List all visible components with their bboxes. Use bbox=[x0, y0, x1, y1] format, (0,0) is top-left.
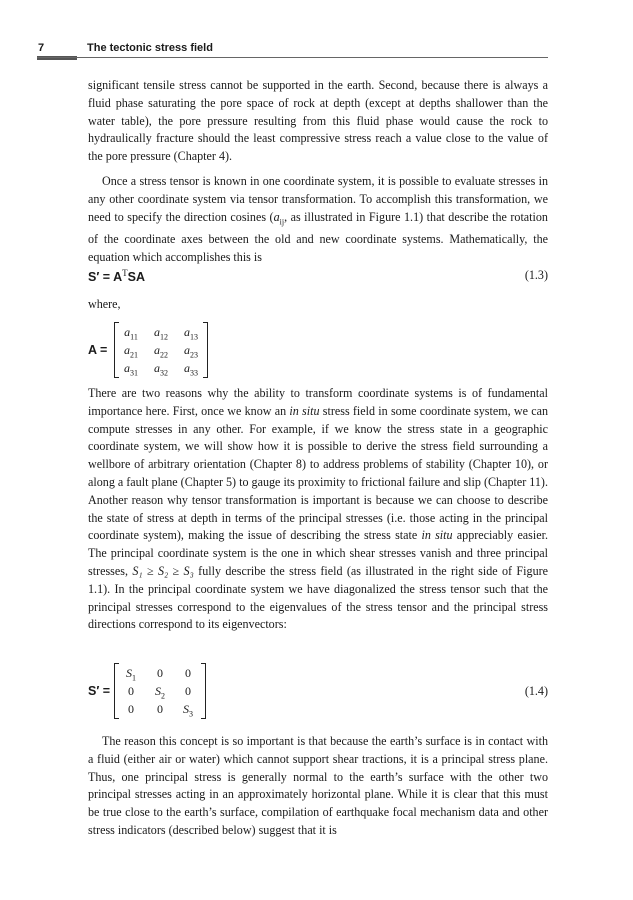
in-situ-term: in situ bbox=[289, 403, 320, 418]
matrix-a-cell: $a_{11}$ bbox=[124, 325, 138, 342]
where-label: where, bbox=[88, 297, 121, 311]
principal-stress-inequality: S₁ ≥ S₂ ≥ S₃ bbox=[132, 563, 194, 578]
matrix-a-cell: $a_{31}$ bbox=[124, 361, 138, 378]
page-number: 7 bbox=[38, 42, 45, 54]
matrix-a-cell: $a_{33}$ bbox=[184, 361, 198, 378]
matrix-s-cell: 0 bbox=[185, 684, 191, 698]
running-title: The tectonic stress field bbox=[87, 42, 213, 54]
equation-1-4-number: (1.4) bbox=[524, 684, 548, 698]
matrix-a-cell: $a_{12}$ bbox=[154, 325, 168, 342]
paragraph-4: The reason this concept is so important is that because the earth’s surface is in contact with a fluid (either air or water) which cannot support shear tractions, it is a principal stress plane. Thus, one principal stress is generally normal to the earth’s surface with the other two principal stresses acting in an approximately horizontal plane. While it is clear that this must be true close to the earth’s surface, compilation of earthquake focal mechanism data and other stress indicators (described below) suggest that it is bbox=[88, 734, 548, 837]
paragraph-2 bbox=[88, 173, 548, 266]
matrix-s-cell: $S_2$ bbox=[155, 684, 165, 701]
matrix-s-cell: $S_3$ bbox=[183, 702, 193, 719]
matrix-a-label: A = bbox=[88, 343, 108, 357]
matrix-s-cell: 0 bbox=[128, 684, 134, 698]
matrix-a-cell: $a_{13}$ bbox=[184, 325, 198, 342]
matrix-a-cell: $a_{32}$ bbox=[154, 361, 168, 378]
header-rule bbox=[37, 57, 548, 58]
matrix-a-cell: $a_{22}$ bbox=[154, 343, 168, 360]
paragraph-2-text-a: Once a stress tensor is known in one coordinate system, it is possible to evaluate stresses in any other coordinate system via tensor transformation. To accomplish this transformation, we need to specify the direction cosines ( bbox=[88, 174, 548, 224]
matrix-s-cell: 0 bbox=[128, 702, 134, 716]
matrix-s-prime bbox=[114, 663, 206, 719]
equation-1-3-body: $S' = A^TSA$ bbox=[88, 268, 146, 284]
matrix-a-cell: $a_{21}$ bbox=[124, 343, 138, 360]
direction-cosine-symbol: $a_{ij}$ bbox=[273, 209, 285, 226]
paragraph-3: There are two reasons why the ability to transform coordinate systems is of fundamental importance here. First, once we know an in situ stress field in some coordinate system, we can compute stresses in any other. For example, if we know the stress state in a geographic coordinate system, we will show how it is possible to derive the stress field surrounding a wellbore of arbitrary orientation (Chapter 8) to address problems of stability (Chapter 10), or along a fault plane (Chapter 5) to gauge its proximity to frictional failure and slip (Chapter 11). Another reason why tensor transformation is important is because we can choose to describe the state of stress at depth in terms of the principal stresses (i.e. those acting in the principal coordinate system), making the issue of describing the stress state in situ appreciably easier. The principal coordinate system is the one in which shear stresses vanish and three principal stresses, S₁ ≥ S₂ ≥ S₃ fully describe the stress field (as illustrated in the right side of Figure 1.1). In the principal coordinate system we have diagonalized the stress tensor such that the principal stresses correspond to the eigenvalues of the stress tensor and the principal stress directions correspond to its eigenvectors: bbox=[88, 386, 549, 632]
matrix-s-cell: $S_1$ bbox=[126, 666, 136, 683]
in-situ-term: in situ bbox=[421, 528, 453, 543]
paragraph-1: significant tensile stress cannot be supported in the earth. Second, because there is always a fluid phase saturating the pore space of rock at depth (except at depths shallower than the water table), the pore pressure resulting from this fluid phase would cause the rock to hydraulically fracture should the least compressive stress reach a value close to the value of the pore pressure (Chapter 4). bbox=[88, 78, 548, 164]
matrix-s-cell: 0 bbox=[157, 702, 163, 716]
equation-1-3-number: (1.3) bbox=[524, 268, 548, 282]
matrix-s-cell: 0 bbox=[157, 666, 163, 680]
equation-1-3 bbox=[88, 268, 548, 288]
matrix-a bbox=[114, 322, 208, 378]
matrix-a-cell: $a_{23}$ bbox=[184, 343, 198, 360]
paragraph-2-text-b: , as illustrated in Figure 1.1) that describe the rotation of the coordinate axes between the old and new coordinate systems. Mathematically, the equation which accomplishes this is bbox=[88, 209, 548, 264]
matrix-s-cell: 0 bbox=[185, 666, 191, 680]
matrix-s-label: S′ = bbox=[88, 684, 111, 698]
